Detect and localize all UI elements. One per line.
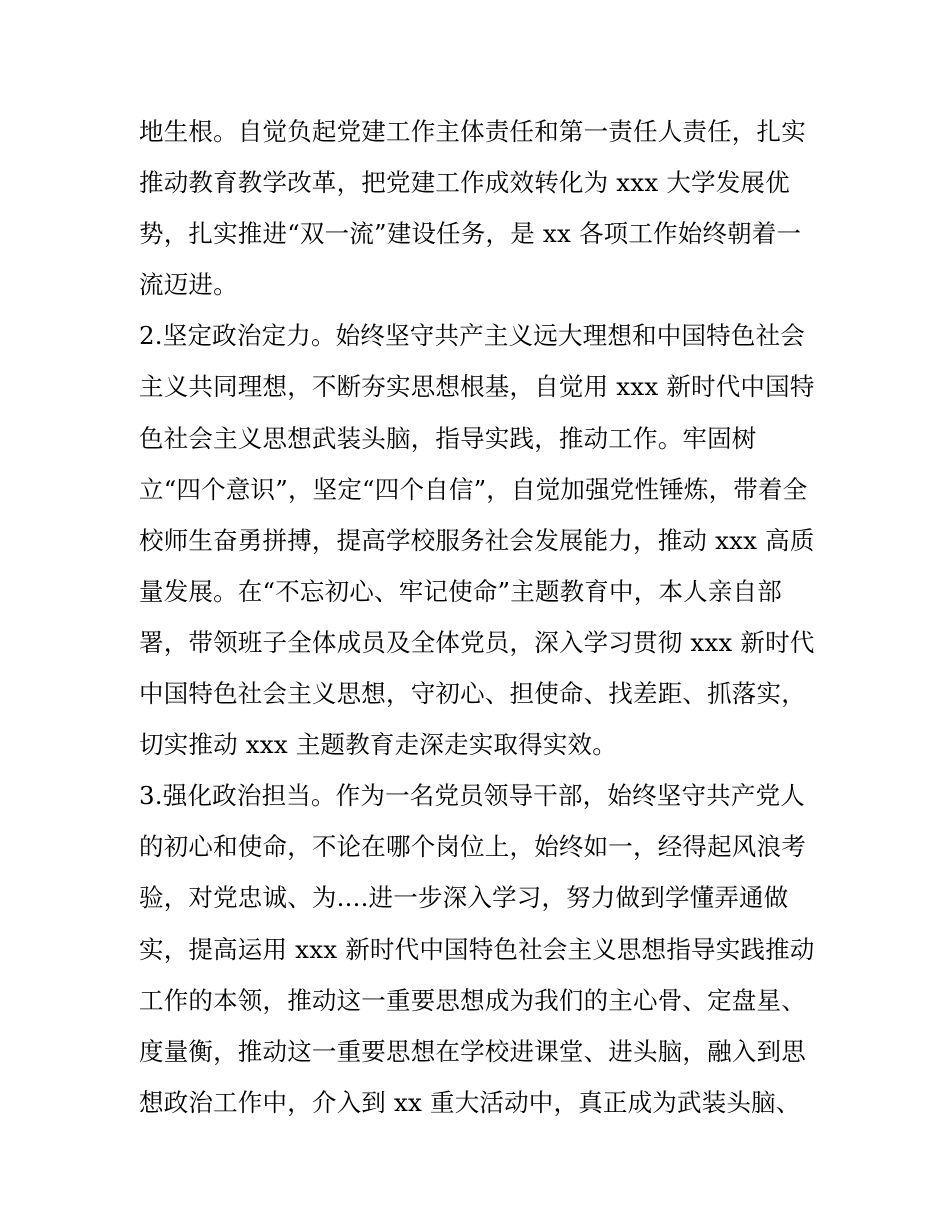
- text-line: 推动教育教学改革，把党建工作成效转化为 xxx 大学发展优: [139, 168, 790, 198]
- text-line: 实，提高运用 xxx 新时代中国特色社会主义思想指导实践推动: [139, 934, 815, 964]
- text-line: 中国特色社会主义思想，守初心、担使命、找差距、抓落实，: [139, 679, 806, 709]
- text-line: 校师生奋勇拼搏，提高学校服务社会发展能力，推动 xxx 高质: [139, 525, 815, 555]
- body-text: [139, 106, 829, 1128]
- text-line: 的初心和使命，不论在哪个岗位上，始终如一，经得起风浪考: [139, 832, 806, 862]
- text-line: 工作的本领，推动这一重要思想成为我们的主心骨、定盘星、: [139, 985, 806, 1015]
- text-line: 量发展。在“不忘初心、牢记使命”主题教育中，本人亲自部: [139, 576, 782, 606]
- text-line: 流迈进。: [139, 270, 238, 300]
- text-line: 2.坚定政治定力。始终坚守共产主义远大理想和中国特色社会: [139, 321, 805, 351]
- text-line: 立“四个意识”，坚定“四个自信”，自觉加强党性锤炼，带着全: [139, 474, 808, 504]
- text-line: 势，扎实推进“双一流”建设任务，是 xx 各项工作始终朝着一: [139, 219, 802, 249]
- text-line: 想政治工作中，介入到 xx 重大活动中，真正成为武装头脑、: [139, 1087, 801, 1117]
- text-line: 度量衡，推动这一重要思想在学校进课堂、进头脑，融入到思: [139, 1036, 806, 1066]
- text-line: 验，对党忠诚、为....进一步深入学习，努力做到学懂弄通做: [139, 883, 789, 913]
- text-line: 地生根。自觉负起党建工作主体责任和第一责任人责任，扎实: [139, 117, 806, 146]
- text-line: 主义共同理想，不断夯实思想根基，自觉用 xxx 新时代中国特: [139, 372, 815, 402]
- text-line: 切实推动 xxx 主题教育走深走实取得实效。: [139, 730, 617, 760]
- text-line: 色社会主义思想武装头脑，指导实践，推动工作。牢固树: [139, 423, 757, 453]
- text-line: 署，带领班子全体成员及全体党员，深入学习贯彻 xxx 新时代: [139, 627, 815, 657]
- text-line: 3.强化政治担当。作为一名党员领导干部，始终坚守共产党人: [139, 781, 805, 811]
